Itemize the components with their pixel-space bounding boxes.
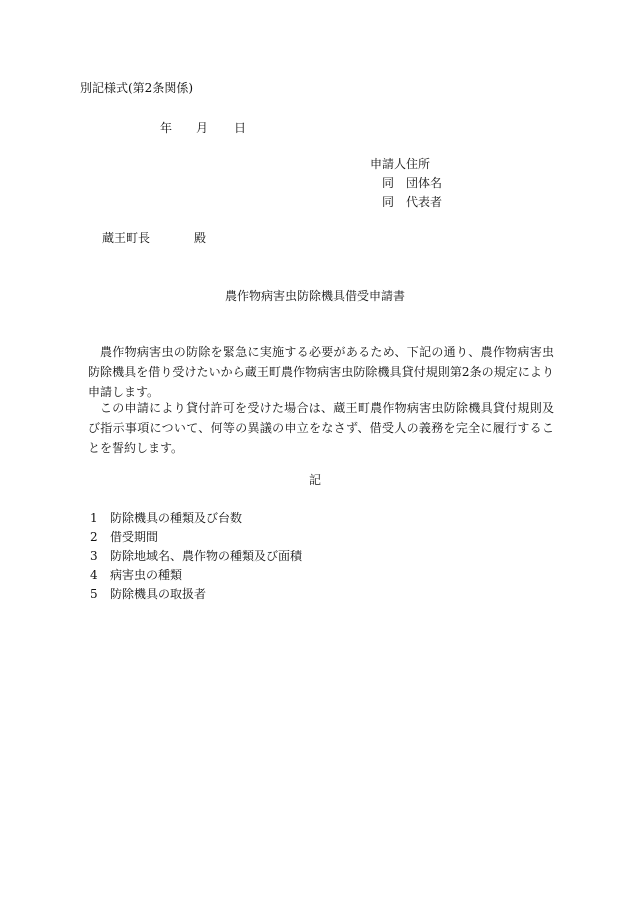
applicant-group-label: 団体名 xyxy=(406,176,443,190)
list-item-text: 借受期間 xyxy=(110,530,159,544)
list-item-number: 1 xyxy=(90,511,98,525)
list-item-text: 防除地域名、農作物の種類及び面積 xyxy=(110,549,303,563)
same-mark-2: 同 xyxy=(382,195,395,209)
list-item xyxy=(90,548,302,564)
list-item xyxy=(90,586,206,602)
document-title: 農作物病害虫防除機具借受申請書 xyxy=(224,289,405,303)
body-paragraph-1: 農作物病害虫の防除を緊急に実施する必要があるため、下記の通り、農作物病害虫防除機具を借り受けたいから蔵王町農作物病害虫防除機具貸付規則第2条の規定により申請します。 xyxy=(88,345,554,399)
date-year: 年 xyxy=(160,121,173,135)
list-item-number: 3 xyxy=(90,549,98,563)
list-item-number: 2 xyxy=(90,530,98,544)
applicant-representative-line xyxy=(382,194,442,210)
list-item-number: 4 xyxy=(90,568,98,582)
list-item-text: 防除機具の種類及び台数 xyxy=(110,511,243,525)
list-item-number: 5 xyxy=(90,587,98,601)
form-label: 別記様式(第2条関係) xyxy=(80,81,193,95)
addressee-name: 蔵王町長 xyxy=(102,231,151,245)
list-item xyxy=(90,529,158,545)
date-month: 月 xyxy=(196,121,209,135)
list-item-text: 病害虫の種類 xyxy=(110,568,183,582)
same-mark-1: 同 xyxy=(382,176,395,190)
applicant-representative-label: 代表者 xyxy=(406,195,443,209)
applicant-group-line xyxy=(382,175,442,191)
list-item xyxy=(90,567,182,583)
list-item-text: 防除機具の取扱者 xyxy=(110,587,207,601)
date-line xyxy=(160,120,246,136)
ki-heading: 記 xyxy=(308,473,321,487)
date-day: 日 xyxy=(234,121,247,135)
list-item xyxy=(90,510,242,526)
applicant-address-label: 申請人住所 xyxy=(370,157,431,171)
addressee-line xyxy=(102,230,206,246)
addressee-honorific: 殿 xyxy=(194,231,207,245)
body-paragraph-2: この申請により貸付許可を受けた場合は、蔵王町農作物病害虫防除機具貸付規則及び指示事項について、何等の異議の申立をなさず、借受人の義務を完全に履行することを誓約します。 xyxy=(88,401,554,455)
